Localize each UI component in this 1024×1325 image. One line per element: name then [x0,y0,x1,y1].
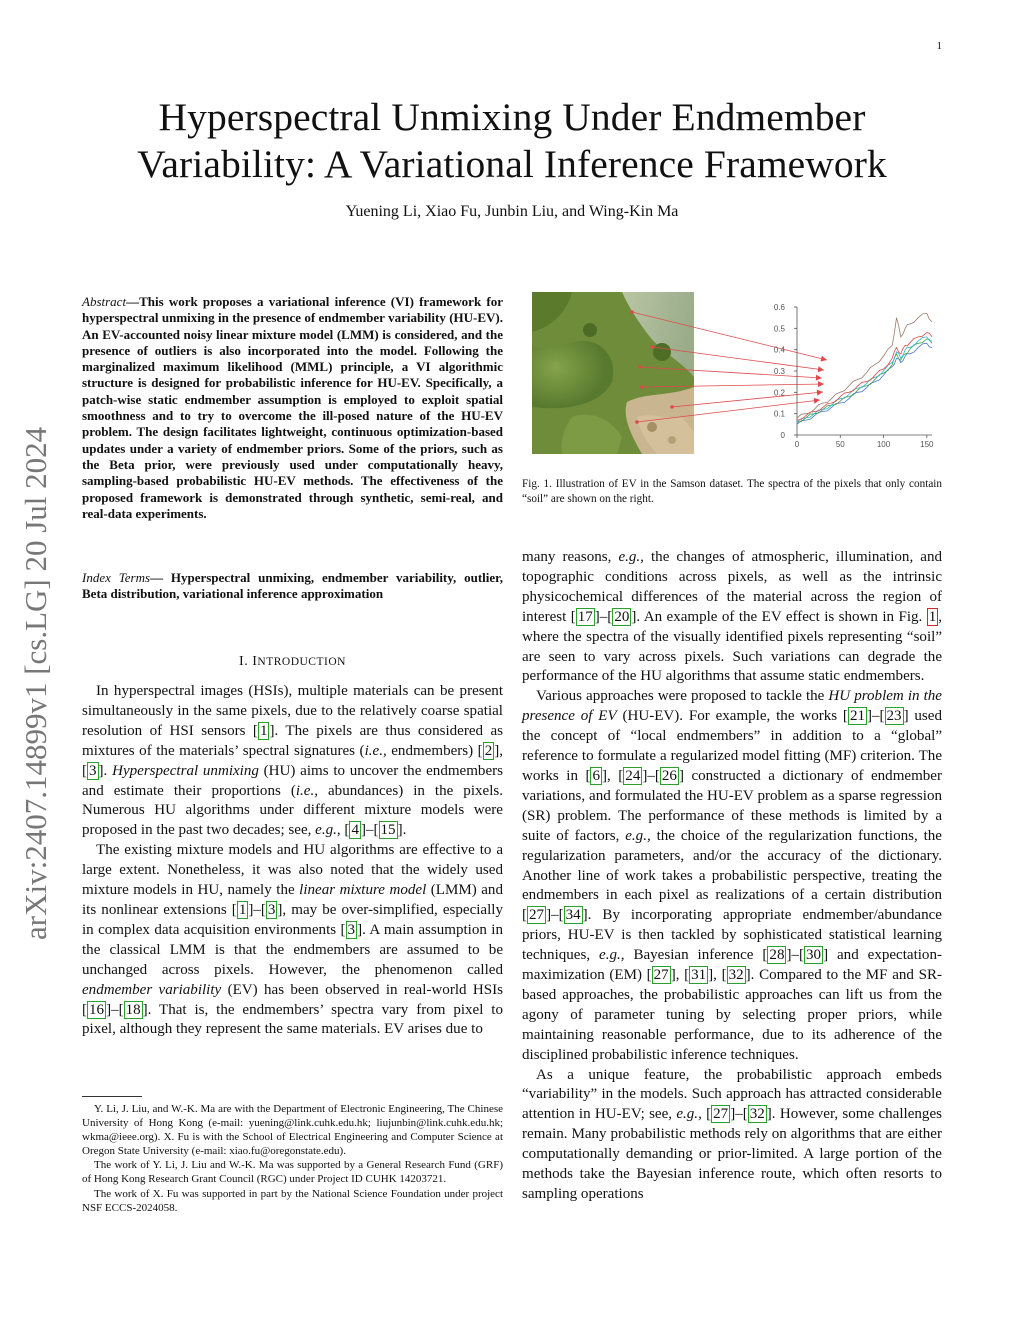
footnote-affiliations: Y. Li, J. Liu, and W.-K. Ma are with the Department of Electronic Engineering, The Chinese University of Hong Kong (e-mail: yuening@link.cuhk.edu.hk; liujunbin@link.cuhk.edu.hk; wkma@ieee.org). X. Fu is with the School of Electrical Engineering and Computer Science at Oregon State University (e-mail: xiao.fu@oregonstate.edu). [82,1103,503,1158]
citation-link[interactable]: 20 [614,608,630,625]
title-line-2: Variability: A Variational Inference Framework [137,142,887,186]
samson-scene-image [532,292,694,454]
citation-link[interactable]: 32 [749,1106,765,1123]
left-column-body [82,682,503,1040]
intro-paragraph-4: Various approaches were proposed to tackle the HU problem in the presence of EV (HU-EV). For example, the works [ 21 ]–[ 23 ] used the concept of “local endmembers” in addition to a “global” reference to formulate a regularized model fitting (MF) criterion. The works in [ 6 ], [ 24 ]–[ 26 ] constructed a dictionary of endmember variations, and formulated the HU-EV problem as a sparse regression (SR) problem. The performance of these methods is limited by a suite of factors, e.g., the choice of the regularization functions, the regularization parameters, and/or the accuracy of the dictionary. Another line of work takes a probabilistic perspective, treating the endmembers in each pixel as realizations of a certain distribution [ 27 ]–[ 34 ]. By incorporating appropriate endmember/abundance priors, HU-EV is then tackled by sophisticated statistical learning techniques, e.g., Bayesian inference [ 28 ]–[ 30 ] and expectation-maximization (EM) [ 27 ], [ 31 ], [ 32 ]. Compared to the MF and SR-based approaches, the probabilistic approaches can lift us from the agony of parameter tuning by selecting proper priors, while maintaining reasonable performance, due to its adherence of the disciplined probabilistic inference techniques. [522,688,942,1063]
citation-link[interactable]: 30 [806,947,822,964]
abstract [82,294,503,522]
citation-link[interactable]: 18 [125,1001,141,1018]
pointer-arrow-head [817,390,823,396]
title-line-1: Hyperspectral Unmixing Under Endmember [158,95,866,139]
y-tick-label: 0.6 [773,303,785,312]
y-tick-label: 0.5 [773,324,785,334]
citation-link[interactable]: 2 [484,742,493,759]
series-line-2 [797,339,932,422]
selected-soil-pixel [640,385,644,389]
citation-link[interactable]: 28 [769,947,785,964]
x-tick-label: 0 [794,440,800,449]
x-tick-label: 50 [835,440,845,449]
footnotes [82,1102,503,1215]
selected-soil-pixel [630,310,634,314]
intro-paragraph-5: As a unique feature, the probabilistic approach embeds “variability” in the models. Such approach has attracted considerable attention in HU-EV; see, e.g., [ 27 ]–[ 32 ]. However, some challenges remain. Many probabilistic methods rely on algorithms that are either computationally demanding or prior-limited. A large portion of the methods take the Bayesian inference route, which often resorts to sampling operations [522,1066,942,1202]
author-list: Yuening Li, Xiao Fu, Junbin Liu, and Wing-Kin Ma [345,203,679,220]
y-tick-label: 0.2 [773,388,785,398]
footnote-funding-1: The work of Y. Li, J. Liu and W.-K. Ma was supported by a General Research Fund (GRF) of Hong Kong Research Grant Council (RGC) under Project ID CUHK 14203721. [82,1159,503,1186]
citation-link[interactable]: 16 [89,1001,105,1018]
spectra-plot [774,303,934,449]
y-tick-label: 0.3 [773,367,785,376]
citation-link[interactable]: 24 [625,767,641,784]
citation-link[interactable]: 15 [380,822,396,839]
citation-link[interactable]: 1 [259,722,268,739]
section-title-initial: I [252,654,258,669]
selected-soil-pixel [635,420,639,424]
citation-link[interactable]: 32 [728,967,744,984]
figure-1-graphic [532,292,940,458]
selected-soil-pixel [638,365,642,369]
citation-link[interactable]: 21 [849,708,865,725]
figure-1-caption: Fig. 1. Illustration of EV in the Samson dataset. The spectra of the pixels that only contain “soil” are shown on the right. [522,478,942,505]
paper-title [60,94,964,188]
citation-link[interactable]: 27 [653,967,669,984]
citation-link[interactable]: 23 [886,708,902,725]
pointer-arrow-head [818,366,824,372]
citation-link[interactable]: 3 [347,921,356,938]
selected-soil-pixel [670,405,674,409]
section-title-rest: NTRODUCTION [257,656,346,668]
right-column-body [522,548,942,1205]
abstract-text: —This work proposes a variational inference (VI) framework for hyperspectral unmixing in the presence of endmember variability (HU-EV). An EV-accounted noisy linear mixture model (LMM) is considered, and the presence of outliers is also incorporated into the model. Following the marginalized maximum likelihood (MML) principle, a VI algorithmic structure is designed for probabilistic inference for HU-EV. Specifically, a patch-wise static endmember assumption is employed to exploit spatial smoothness and to try to overcome the ill-posed nature of the HU-EV problem. The design facilitates lightweight, continuous optimization-based updates under a variety of endmember priors. Some of the priors, such as the Beta prior, were previously used under computationally heavy, sampling-based probabilistic HU-EV methods. The effectiveness of the proposed framework is demonstrated through synthetic, semi-real, and real-data experiments. [82,294,503,521]
figure-reference-link[interactable]: 1 [928,608,937,625]
citation-link[interactable]: 3 [267,901,276,918]
footnote-funding-2: The work of X. Fu was supported in part by the National Science Foundation under project NSF ECCS-2024058. [82,1187,503,1214]
section-number: I. [239,654,253,669]
y-tick-label: 0.4 [773,345,785,355]
abstract-label: Abstract [82,294,127,309]
pointer-arrow-head [818,381,824,387]
citation-link[interactable]: 1 [238,901,247,918]
citation-link[interactable]: 31 [691,967,707,984]
figure-1 [532,292,940,458]
x-tick-label: 100 [876,440,891,449]
citation-link[interactable]: 34 [565,907,581,924]
pointer-arrow-head [816,375,822,381]
pointer-arrow-head [814,398,820,404]
intro-paragraph-3: many reasons, e.g., the changes of atmospheric, illumination, and topographic conditions across pixels, as well as the intrinsic physicochemical differences of the material across the region of interest [ 17 ]–[ 20 ]. An example of the EV effect is shown in Fig. 1 , where the spectra of the visually identified pixels representing “soil” are seen to vary across pixels. Such variations can degrade the performance of the HU algorithms that assume static endmembers. [522,549,943,685]
page-number: 1 [936,40,942,52]
intro-paragraph-1: In hyperspectral images (HSIs), multiple materials can be present simultaneously in the same pixels, due to the relatively coarse spatial resolution of HSI sensors [ 1 ]. The pixels are thus considered as mixtures of the materials’ spectral signatures (i.e., endmembers) [ 2 ], [ 3 ]. Hyperspectral unmixing (HU) aims to uncover the endmembers and estimate their proportions (i.e., abundances) in the pixels. Numerous HU algorithms under different mixture models were proposed in the past two decades; see, e.g., [ 4 ]–[ 15 ]. [82,683,503,839]
section-heading-introduction [82,654,503,670]
footnote-divider [82,1096,142,1097]
citation-link[interactable]: 3 [89,762,97,779]
intro-paragraph-2: The existing mixture models and HU algorithms are effective to a large extent. Nonetheless, it was also noted that the widely used mixture models in HU, namely the linear mixture model (LMM) and its nonlinear extensions [ 1 ]–[ 3 ], may be over-simplified, especially in complex data acquisition environments [ 3 ]. A main assumption in the classical LMM is that the endmembers are assumed to be unchanged across pixels. However, the phenomenon called endmember variability (EV) has been observed in real-world HSIs [ 16 ]–[ 18 ]. That is, the endmembers’ spectra vary from pixel to pixel, although they represent the same materials. EV arises due to [82,842,504,1038]
index-terms-label: Index Terms [82,570,151,585]
pointer-arrow-head [821,356,828,362]
index-terms [82,570,503,603]
citation-link[interactable]: 27 [713,1106,729,1123]
citation-link[interactable]: 17 [577,608,593,625]
series-line-5 [797,313,932,418]
citation-link[interactable]: 26 [661,767,677,784]
citation-link[interactable]: 6 [592,767,601,784]
citation-link[interactable]: 27 [529,907,545,924]
arxiv-identifier[interactable]: arXiv:2407.14899v1 [cs.LG] 20 Jul 2024 [18,426,53,940]
y-tick-label: 0 [780,431,785,440]
index-terms-text: — Hyperspectral unmixing, endmember variability, outlier, Beta distribution, variational inference approximation [82,570,504,602]
citation-link[interactable]: 4 [351,822,359,839]
y-tick-label: 0.1 [773,409,785,419]
pointer-arrow-line [672,392,823,407]
selected-soil-pixel [650,345,654,349]
x-tick-label: 150 [920,440,934,449]
